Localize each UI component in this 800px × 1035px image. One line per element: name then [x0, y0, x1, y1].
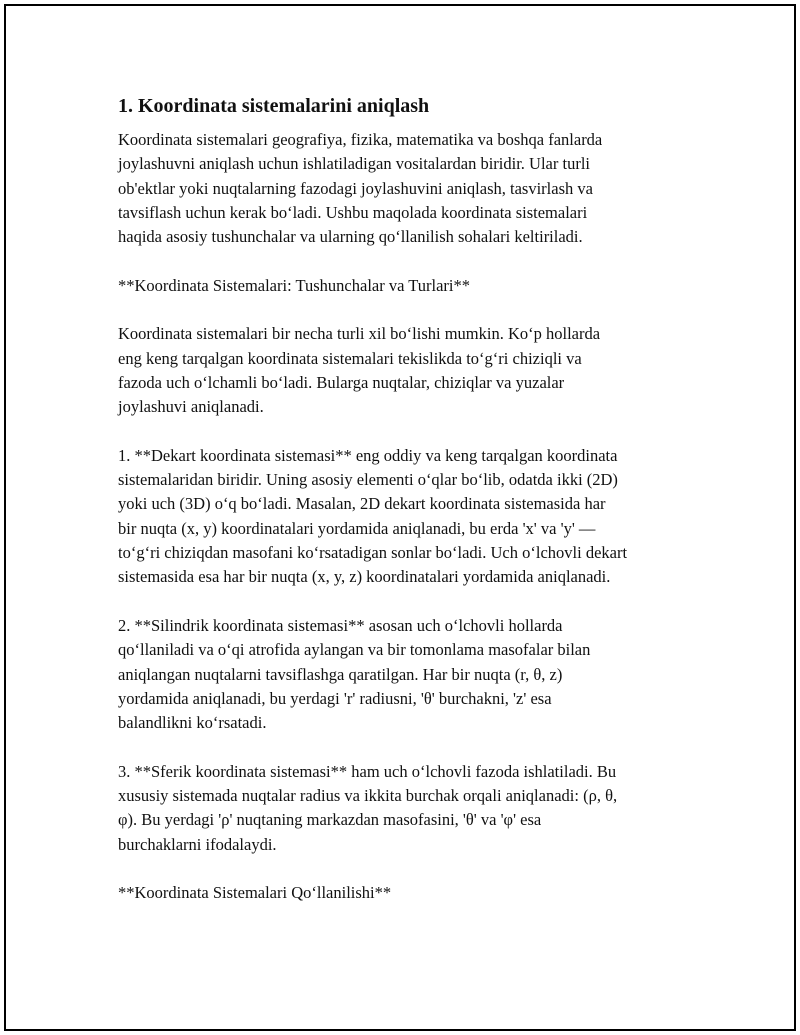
types-paragraph: Koordinata sistemalari bir necha turli xil bo‘lishi mumkin. Ko‘p hollarda eng keng tarqalgan koordinata sistemalari tekislikda to‘g‘ri chiziqli va fazoda uch o‘lchamli bo‘ladi. Bularga nuqtalar, chiziqlar va yuzalar joylashuvi aniqlanadi.: [118, 324, 601, 417]
intro-paragraph: Koordinata sistemalari geografiya, fizika, matematika va boshqa fanlarda joylashuvni aniqlash uchun ishlatiladigan vositalardan biridir. Ular turli ob'ektlar yoki nuqtalarning fazodagi joylashuvini aniqlash, tasvirlash va tavsiflash uchun kerak bo‘ladi. Ushbu maqolada koordinata sistemalari haqida asosiy tushunchalar va ularning qo‘llanilish sohalari keltiriladi.: [118, 130, 603, 247]
spherical-paragraph: 3. **Sferik koordinata sistemasi** ham uch o‘lchovli fazoda ishlatiladi. Bu xususiy sistemada nuqtalar radius va ikkita burchak orqali aniqlanadi: (ρ, θ, φ). Bu yerdagi 'ρ' nuqtaning markazdan masofasini, 'θ' va 'φ' esa burchaklarni ifodalaydi.: [118, 761, 618, 854]
section-heading-types: **Koordinata Sistemalari: Tushunchalar va Turlari**: [118, 275, 470, 295]
section-heading-applications: **Koordinata Sistemalari Qo‘llanilishi**: [118, 883, 392, 903]
cylindrical-paragraph: 2. **Silindrik koordinata sistemasi** asosan uch o‘lchovli hollarda qo‘llaniladi va o‘qi atrofida aylangan va bir tomonlama masofalar bilan aniqlangan nuqtalarni tavsiflashga qaratilgan. Har bir nuqta (r, θ, z) yordamida aniqlanadi, bu yerdagi 'r' radiusni, 'θ' burchakni, 'z' esa balandlikni ko‘rsatadi.: [118, 615, 591, 733]
cartesian-paragraph: 1. **Dekart koordinata sistemasi** eng oddiy va keng tarqalgan koordinata sistemalaridan biridir. Uning asosiy elementi o‘qlar bo‘lib, odatda ikki (2D) yoki uch (3D) o‘q bo‘ladi. Masalan, 2D dekart koordinata sistemasida har bir nuqta (x, y) koordinatalari yordamida aniqlanadi, bu erda 'x' va 'y' — to‘g‘ri chiziqdan masofani ko‘rsatadigan sonlar bo‘ladi. Uch o‘lchovli dekart sistemasida esa har bir nuqta (x, y, z) koordinatalari yordamida aniqlanadi.: [118, 445, 628, 587]
document-body: [118, 92, 698, 930]
document-title: 1. Koordinata sistemalarini aniqlash: [118, 95, 430, 117]
